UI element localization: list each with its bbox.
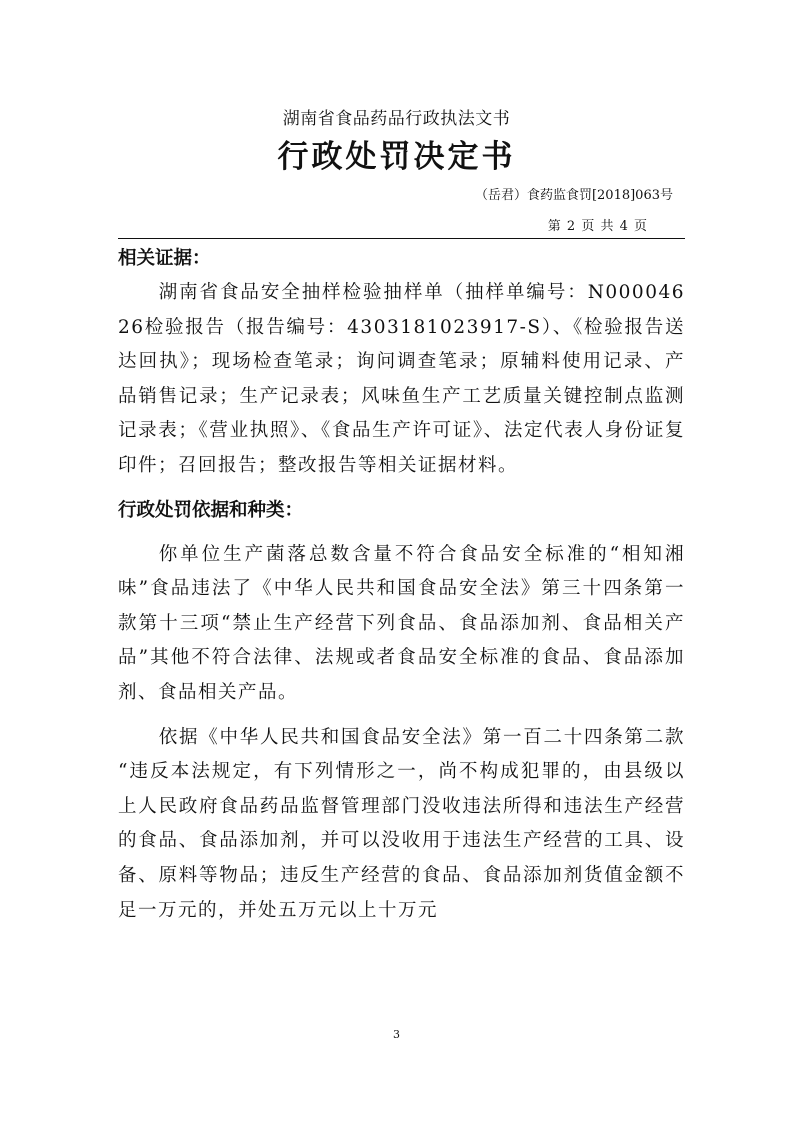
document-title: 行政处罚决定书 bbox=[277, 139, 516, 175]
evidence-heading: 相关证据： bbox=[118, 248, 211, 269]
evidence-paragraph: 湖南省食品安全抽样检验抽样单（抽样单编号：N00004626检验报告（报告编号：4303181023917-S）、《检验报告送达回执》；现场检查笔录；询问调查笔录；原辅料使用记录、产品销售记录；生产记录表；风味鱼生产工艺质量关键控制点监测记录表；《营业执照》、《食品生产许可证》、法定代表人身份证复印件；召回报告；整改报告等相关证据材料。 bbox=[118, 282, 685, 476]
penalty-basis-paragraph-1: 你单位生产菌落总数含量不符合食品安全标准的“相知湘味”食品违法了《中华人民共和国食品安全法》第三十四条第一款第十三项“禁止生产经营下列食品、食品添加剂、食品相关产品”其他不符合法律、法规或者食品安全标准的食品、食品添加剂、食品相关产品。 bbox=[118, 543, 685, 703]
document-number: （岳君）食药监食罚[2018]063号 bbox=[474, 188, 673, 203]
page-info: 第 2 页 共 4 页 bbox=[547, 219, 648, 234]
document-subtitle: 湖南省食品药品行政执法文书 bbox=[282, 109, 511, 129]
header-divider bbox=[118, 238, 685, 239]
document-body bbox=[118, 242, 685, 928]
page-number: 3 bbox=[393, 1028, 400, 1041]
penalty-basis-paragraph-2: 依据《中华人民共和国食品安全法》第一百二十四条第二款 “违反本法规定，有下列情形之一，尚不构成犯罪的，由县级以上人民政府食品药品监督管理部门没收违法所得和违法生产经营的食品、食品添加剂，并可以没收用于违法生产经营的工具、设备、原料等物品；违反生产经营的食品、食品添加剂货值金额不足一万元的，并处五万元以上十万元 bbox=[118, 726, 685, 921]
penalty-basis-heading: 行政处罚依据和种类： bbox=[118, 499, 304, 521]
